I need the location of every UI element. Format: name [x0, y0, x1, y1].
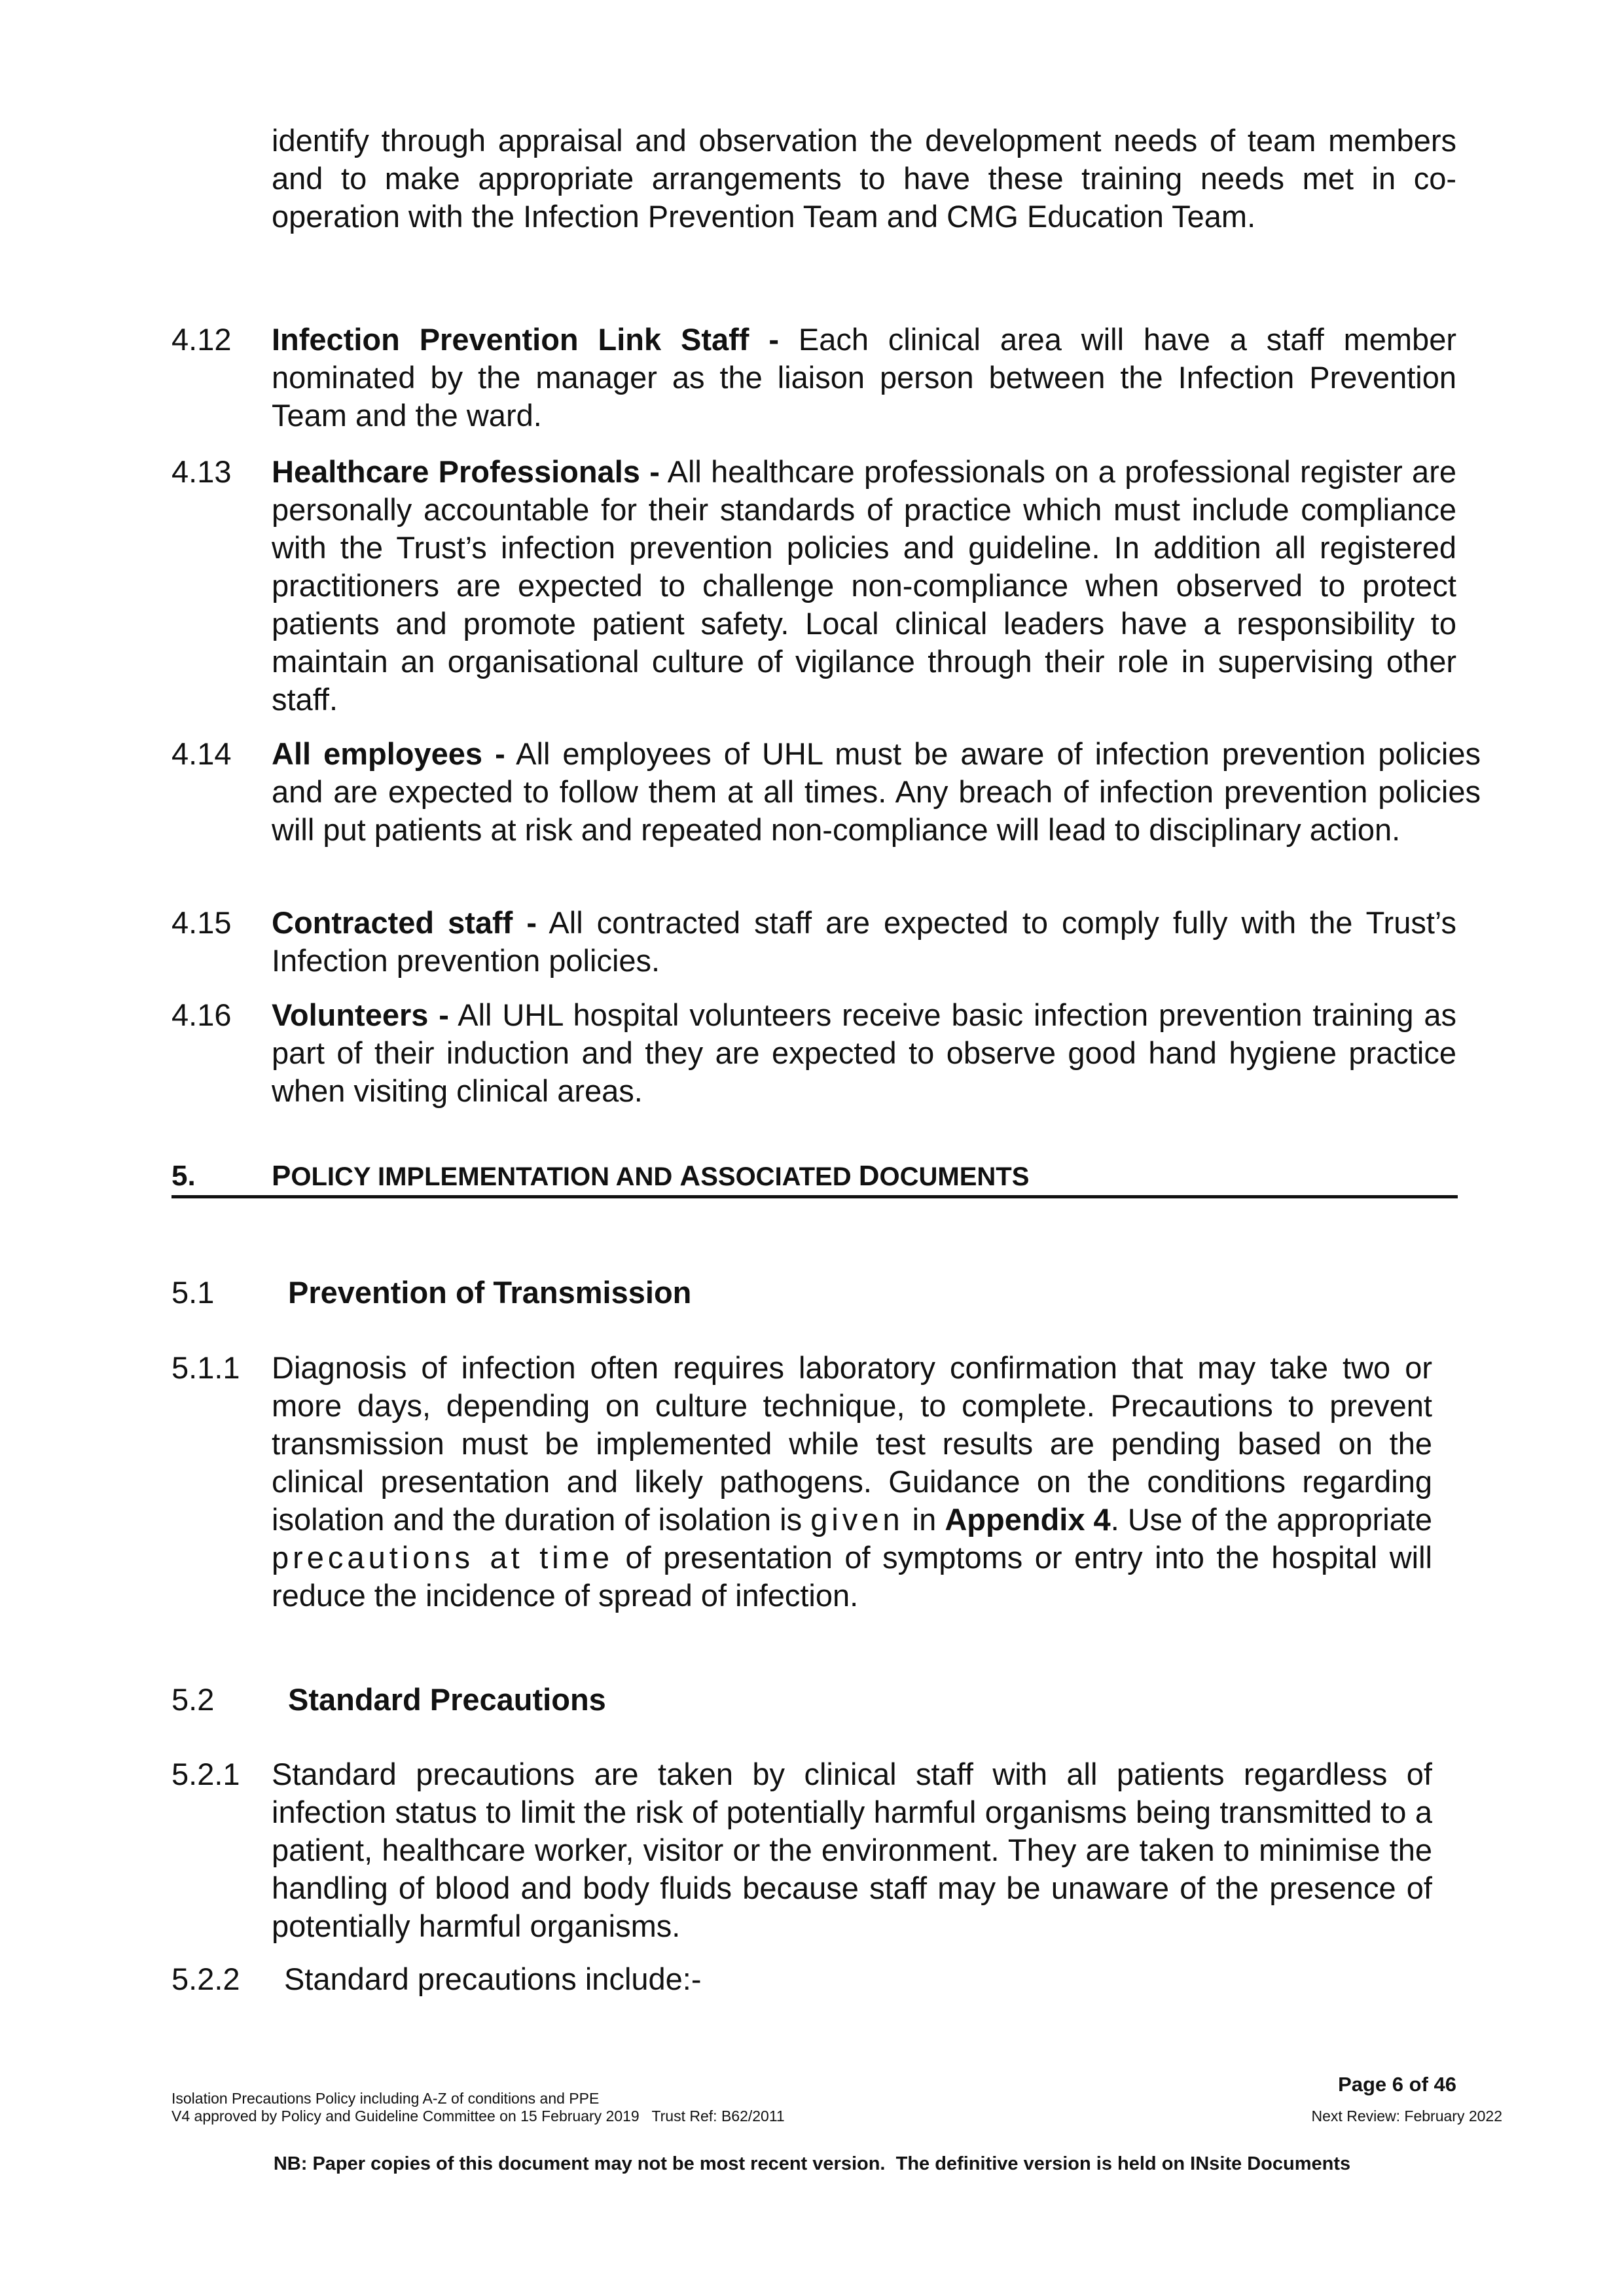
item-number: 4.13 — [171, 454, 232, 489]
footer-document-info — [171, 2090, 785, 2125]
para-5-2-1 — [171, 1755, 1456, 1945]
appendix-reference: Appendix 4 — [945, 1502, 1111, 1537]
item-number: 4.14 — [171, 736, 232, 771]
item-title: Contracted staff - — [272, 905, 537, 940]
subsection-number: 5.1 — [171, 1275, 215, 1310]
para-number: 5.2.1 — [171, 1757, 240, 1791]
footer-doc-title: Isolation Precautions Policy including A-Z of conditions and PPE — [171, 2090, 600, 2107]
para-number: 5.1.1 — [171, 1350, 240, 1385]
para-text: Standard precautions include:- — [284, 1962, 702, 1996]
section-number: 5. — [171, 1160, 196, 1192]
item-4-16 — [171, 996, 1456, 1110]
section-title: POLICY IMPLEMENTATION AND ASSOCIATED DOCUMENTS — [272, 1160, 1030, 1192]
item-title: Healthcare Professionals - — [272, 454, 660, 489]
subsection-5-2 — [171, 1681, 606, 1719]
intro-paragraph: identify through appraisal and observation the development needs of team members and to make appropriate arrangements to have these training needs met in co-operation with the Infection Prevention Team and CMG Education Team. — [272, 123, 1456, 234]
item-text: Each clinical area will have a staff member nominated by the manager as the liaison person between the Infection Prevention Team and the ward. — [272, 322, 1456, 433]
item-number: 4.15 — [171, 905, 232, 940]
para-text: of presentation of symptoms or entry into the hospital will reduce the incidence of spread of infection. — [272, 1540, 1432, 1613]
para-text: in — [912, 1502, 937, 1537]
para-text: Standard precautions are taken by clinical staff with all patients regardless of infection status to limit the risk of potentially harmful organisms being transmitted to a patient, healthcare worker, visitor or the environment. They are taken to minimise the handling of blood and body fluids because staff may be unaware of the presence of potentially harmful organisms. — [272, 1757, 1432, 1943]
subsection-5-1 — [171, 1274, 691, 1312]
subsection-number: 5.2 — [171, 1682, 215, 1717]
item-text: All contracted staff are expected to comply fully with the Trust’s Infection prevention policies. — [272, 905, 1456, 978]
item-number: 4.16 — [171, 997, 232, 1032]
para-5-2-2 — [171, 1960, 1456, 1998]
footer-next-review: Next Review: February 2022 — [1311, 2108, 1502, 2125]
footer-paper-copy-note: NB: Paper copies of this document may not be most recent version. The definitive version is held on INsite Documents — [273, 2153, 1351, 2174]
item-4-15 — [171, 904, 1456, 980]
item-text: All healthcare professionals on a professional register are personally accountable for their standards of practice which must include compliance with the Trust’s infection prevention policies and guideline. In addition all registered practitioners are expected to challenge non-compliance when observed to protect patients and promote patient safety. Local clinical leaders have a responsibility to maintain an organisational culture of vigilance through their role in supervising other staff. — [272, 454, 1456, 717]
item-4-14 — [171, 735, 1481, 849]
page-number: Page 6 of 46 — [1338, 2073, 1456, 2096]
item-title: Infection Prevention Link Staff - — [272, 322, 779, 357]
para-number: 5.2.2 — [171, 1962, 240, 1996]
para-text: . Use of the appropriate — [1110, 1502, 1432, 1537]
item-4-12 — [171, 321, 1456, 435]
para-5-1-1 — [171, 1349, 1456, 1615]
item-title: All employees - — [272, 736, 505, 771]
item-text: All employees of UHL must be aware of infection prevention policies and are expected to follow them at all times. Any breach of infection prevention policies will put patients at risk and repeated non-compliance will lead to disciplinary action. — [272, 736, 1481, 847]
subsection-title: Prevention of Transmission — [288, 1275, 692, 1310]
item-text: All UHL hospital volunteers receive basic infection prevention training as part of their induction and they are expected to observe good hand hygiene practice when visiting clinical areas. — [272, 997, 1456, 1108]
subsection-title: Standard Precautions — [288, 1682, 606, 1717]
para-text-spaced: precautions at time — [272, 1540, 613, 1575]
footer-approval-line: V4 approved by Policy and Guideline Committee on 15 February 2019 Trust Ref: B62/2011 — [171, 2108, 785, 2125]
section-5-heading — [171, 1157, 1458, 1198]
item-4-13 — [171, 453, 1456, 719]
item-number: 4.12 — [171, 322, 232, 357]
para-text: Diagnosis of infection often requires laboratory confirmation that may take two or more days, depending on culture technique, to complete. Precautions to prevent transmission must be implemented while test results are pending based on the clinical presentation and likely pathogens. Guidance on the conditions regarding isolation and the duration of isolation is — [272, 1350, 1432, 1537]
para-text-spaced: given — [810, 1502, 904, 1537]
item-title: Volunteers - — [272, 997, 449, 1032]
